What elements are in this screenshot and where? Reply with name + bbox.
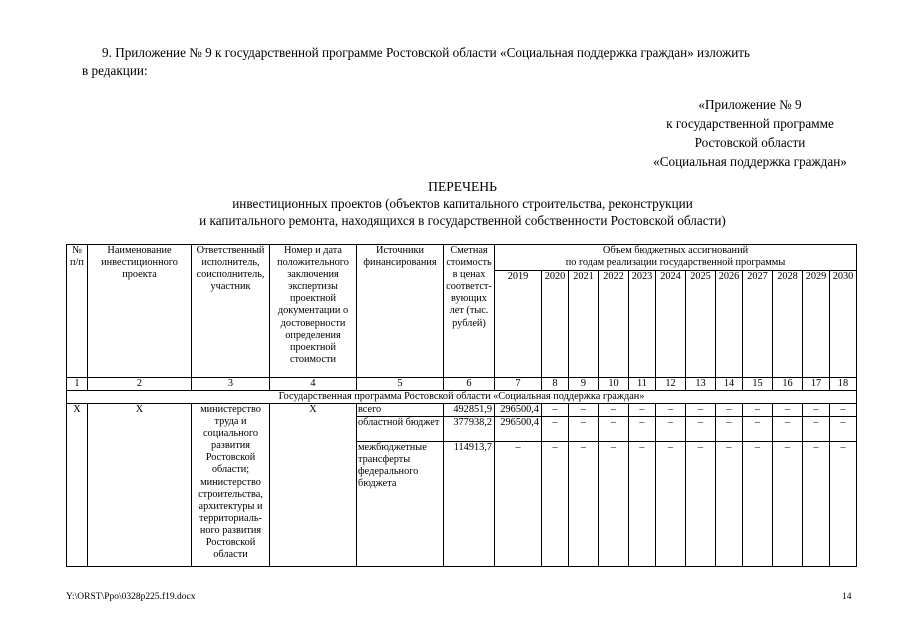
footer-file-path: Y:\ORST\Ppo\0328p225.f19.docx [66, 592, 196, 602]
amount-2022: – [599, 442, 629, 567]
header-funding-source: Источники финансирования [357, 245, 444, 378]
column-number: 13 [686, 378, 716, 391]
intro-line-1: 9. Приложение № 9 к государственной программе Ростовской области «Социальная поддержка граждан» изложить [102, 45, 751, 60]
column-number: 12 [656, 378, 686, 391]
amount-2020: – [542, 442, 569, 567]
amount-2027: – [743, 442, 773, 567]
estimated-cost: 492851,9 [444, 404, 495, 417]
header-executor: Ответственный исполнитель, соисполнитель, участник [192, 245, 270, 378]
header-volume-line-2: по годам реализации государственной программы [565, 257, 786, 269]
header-year: 2026 [716, 271, 743, 378]
intro-paragraph [82, 44, 852, 80]
column-number: 11 [629, 378, 656, 391]
project-name: Х [88, 404, 192, 567]
column-number: 8 [542, 378, 569, 391]
amount-2024: – [656, 404, 686, 417]
header-estimated-cost: Сметная стоимость в ценах соответст-вующих лет (тыс. рублей) [444, 245, 495, 378]
header-number: № п/п [67, 245, 88, 378]
column-number: 7 [495, 378, 542, 391]
title-heading: ПЕРЕЧЕНЬ [428, 179, 497, 194]
column-number: 6 [444, 378, 495, 391]
header-year: 2030 [830, 271, 857, 378]
funding-source: всего [357, 404, 444, 417]
title-line-3: и капитального ремонта, находящихся в государственной собственности Ростовской области) [199, 213, 726, 228]
amount-2025: – [686, 442, 716, 567]
appendix-line-1: «Приложение № 9 [698, 97, 802, 112]
amount-2022: – [599, 417, 629, 442]
column-number: 10 [599, 378, 629, 391]
amount-2023: – [629, 404, 656, 417]
appendix-reference [600, 95, 900, 171]
amount-2023: – [629, 417, 656, 442]
title-line-2: инвестиционных проектов (объектов капитального строительства, реконструкции [232, 196, 693, 211]
header-year: 2028 [773, 271, 803, 378]
amount-2028: – [773, 442, 803, 567]
estimated-cost: 377938,2 [444, 417, 495, 442]
header-budget-volume [495, 245, 857, 271]
column-number: 9 [569, 378, 599, 391]
amount-2019: 296500,4 [495, 417, 542, 442]
estimated-cost: 114913,7 [444, 442, 495, 567]
amount-2020: – [542, 417, 569, 442]
project-executor: министерство труда и социального развития Ростовской области; министерство строительства, архитектуры и территориаль-ного развития Ростовской области [192, 404, 270, 567]
header-volume-line-1: Объем бюджетных ассигнований [602, 245, 749, 256]
column-number: 16 [773, 378, 803, 391]
amount-2029: – [803, 442, 830, 567]
amount-2022: – [599, 404, 629, 417]
amount-2030: – [830, 404, 857, 417]
header-year: 2024 [656, 271, 686, 378]
amount-2024: – [656, 417, 686, 442]
header-year: 2021 [569, 271, 599, 378]
amount-2026: – [716, 417, 743, 442]
column-number: 2 [88, 378, 192, 391]
column-number: 17 [803, 378, 830, 391]
funding-source: областной бюджет [357, 417, 444, 442]
header-year: 2019 [495, 271, 542, 378]
header-year: 2022 [599, 271, 629, 378]
header-expertise: Номер и дата положительного заключения экспертизы проектной документации о достоверности определения проектной стоимости [270, 245, 357, 378]
project-number: Х [67, 404, 88, 567]
amount-2029: – [803, 404, 830, 417]
header-year: 2023 [629, 271, 656, 378]
header-year: 2025 [686, 271, 716, 378]
appendix-line-3: Ростовской области [694, 135, 806, 150]
document-title [100, 178, 825, 229]
column-number: 3 [192, 378, 270, 391]
amount-2030: – [830, 442, 857, 567]
column-number: 15 [743, 378, 773, 391]
column-number: 4 [270, 378, 357, 391]
amount-2021: – [569, 417, 599, 442]
intro-line-2: в редакции: [82, 63, 148, 78]
column-number: 18 [830, 378, 857, 391]
appendix-line-4: «Социальная поддержка граждан» [653, 154, 847, 169]
amount-2025: – [686, 404, 716, 417]
header-year: 2020 [542, 271, 569, 378]
amount-2019: – [495, 442, 542, 567]
column-number: 5 [357, 378, 444, 391]
header-project-name: Наименование инвестиционного проекта [88, 245, 192, 378]
amount-2019: 296500,4 [495, 404, 542, 417]
amount-2020: – [542, 404, 569, 417]
amount-2025: – [686, 417, 716, 442]
amount-2026: – [716, 404, 743, 417]
amount-2021: – [569, 442, 599, 567]
page-number: 14 [842, 592, 852, 602]
amount-2029: – [803, 417, 830, 442]
amount-2027: – [743, 417, 773, 442]
program-row: Государственная программа Ростовской области «Социальная поддержка граждан» [67, 391, 857, 404]
amount-2030: – [830, 417, 857, 442]
column-number: 1 [67, 378, 88, 391]
amount-2028: – [773, 404, 803, 417]
amount-2024: – [656, 442, 686, 567]
project-expertise: Х [270, 404, 357, 567]
amount-2026: – [716, 442, 743, 567]
amount-2028: – [773, 417, 803, 442]
amount-2021: – [569, 404, 599, 417]
amount-2023: – [629, 442, 656, 567]
funding-source: межбюджетные трансферты федерального бюджета [357, 442, 444, 567]
investment-projects-table [66, 244, 857, 567]
appendix-line-2: к государственной программе [666, 116, 834, 131]
header-year: 2029 [803, 271, 830, 378]
column-number: 14 [716, 378, 743, 391]
amount-2027: – [743, 404, 773, 417]
header-year: 2027 [743, 271, 773, 378]
